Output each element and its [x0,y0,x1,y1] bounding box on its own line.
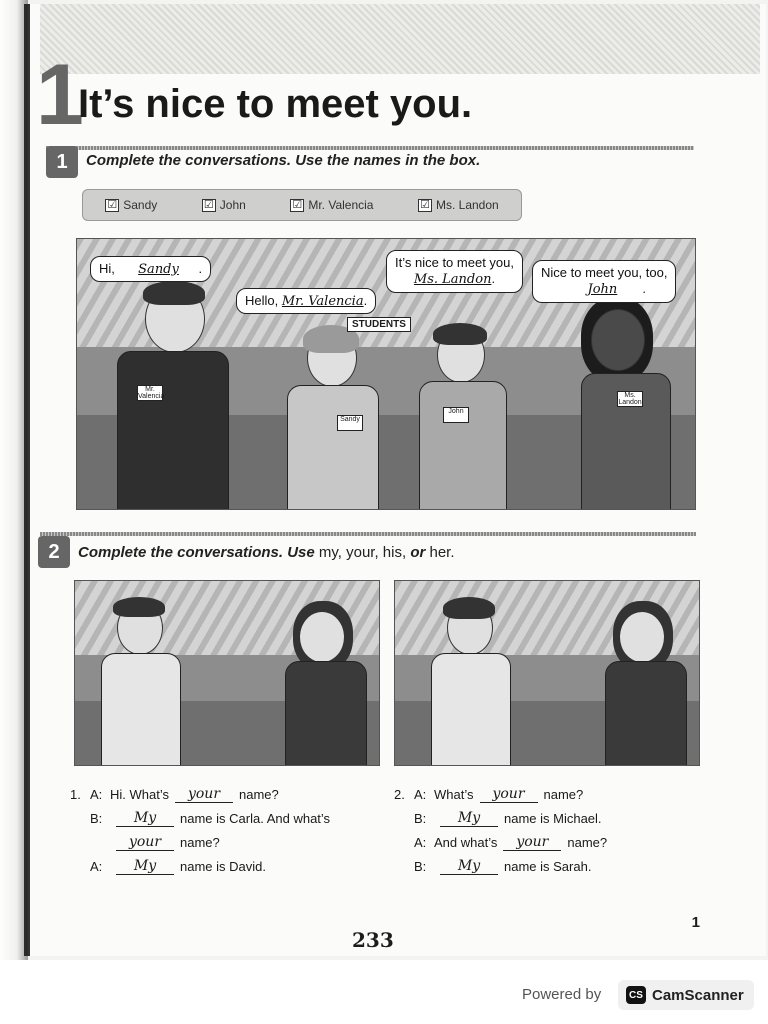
person-sarah [605,605,685,765]
person-john: John [419,327,509,509]
person-man-glasses: Mr. Valencia [117,285,227,509]
exercise-2-number: 2 [38,536,70,568]
divider [40,532,696,536]
answer-blank: My [440,858,498,875]
camscanner-logo [618,980,754,1010]
header-band [40,4,760,74]
book-spine [0,0,28,960]
exercise-1-number: 1 [46,146,78,178]
answer-blank: your [503,834,561,851]
speech-bubble-2: Hello, Mr. Valencia. [236,288,376,314]
answer-john: John [587,282,618,297]
handwritten-page-number: 233 [352,928,394,952]
powered-by-text: Powered by [522,986,602,1003]
checkbox-icon: ☑ [290,199,304,212]
camscanner-brand: CamScanner [652,986,744,1004]
exercise-1-instruction: Complete the conversations. Use the names in the box. [86,152,481,169]
person-ms-landon: Ms. Landon [577,303,677,509]
answer-blank: My [440,810,498,827]
checkbox-icon: ☑ [105,199,119,212]
answer-sandy: Sandy [138,262,179,277]
name-box-item: ☑ John [202,198,246,212]
answer-blank: your [116,834,174,851]
conversation-1: 1. A: Hi. What’s your name? B: My name is Carla. And what’s your name? A: My name is David. [70,785,331,874]
name-box-item: ☑ Mr. Valencia [290,198,373,212]
unit-number: 1 [36,47,82,143]
page-number: 1 [691,914,700,931]
speech-bubble-4: Nice to meet you, too, John . [532,260,676,303]
checkbox-icon: ☑ [202,199,216,212]
name-box-item: ☑ Sandy [105,198,157,212]
camscanner-icon: CS [626,986,646,1004]
speech-bubble-3: It’s nice to meet you, Ms. Landon. [386,250,523,293]
person-carla [285,605,365,765]
speech-bubble-1: Hi, Sandy . [90,256,211,282]
checkbox-icon: ☑ [418,199,432,212]
person-michael [431,601,511,765]
illustration-david-carla [74,580,380,766]
answer-ms-landon: Ms. Landon [413,272,492,287]
answer-blank: your [480,786,538,803]
illustration-michael-sarah [394,580,700,766]
students-sign: STUDENTS [347,317,411,332]
name-box [82,189,522,221]
name-box-item: ☑ Ms. Landon [418,198,499,212]
answer-blank: My [116,858,174,875]
answer-blank: My [116,810,174,827]
person-david [101,601,181,765]
divider [46,146,694,150]
conversation-2: 2. A: What’s your name? B: My name is Michael. A: And what’s your name? B: My name is Sarah. [394,785,608,874]
answer-mr-valencia: Mr. Valencia [281,294,364,309]
exercise-2-instruction: Complete the conversations. Use my, your, his, or her. [78,544,455,561]
answer-blank: your [175,786,233,803]
person-sandy: Sandy [277,329,387,509]
unit-title: It’s nice to meet you. [78,82,473,126]
